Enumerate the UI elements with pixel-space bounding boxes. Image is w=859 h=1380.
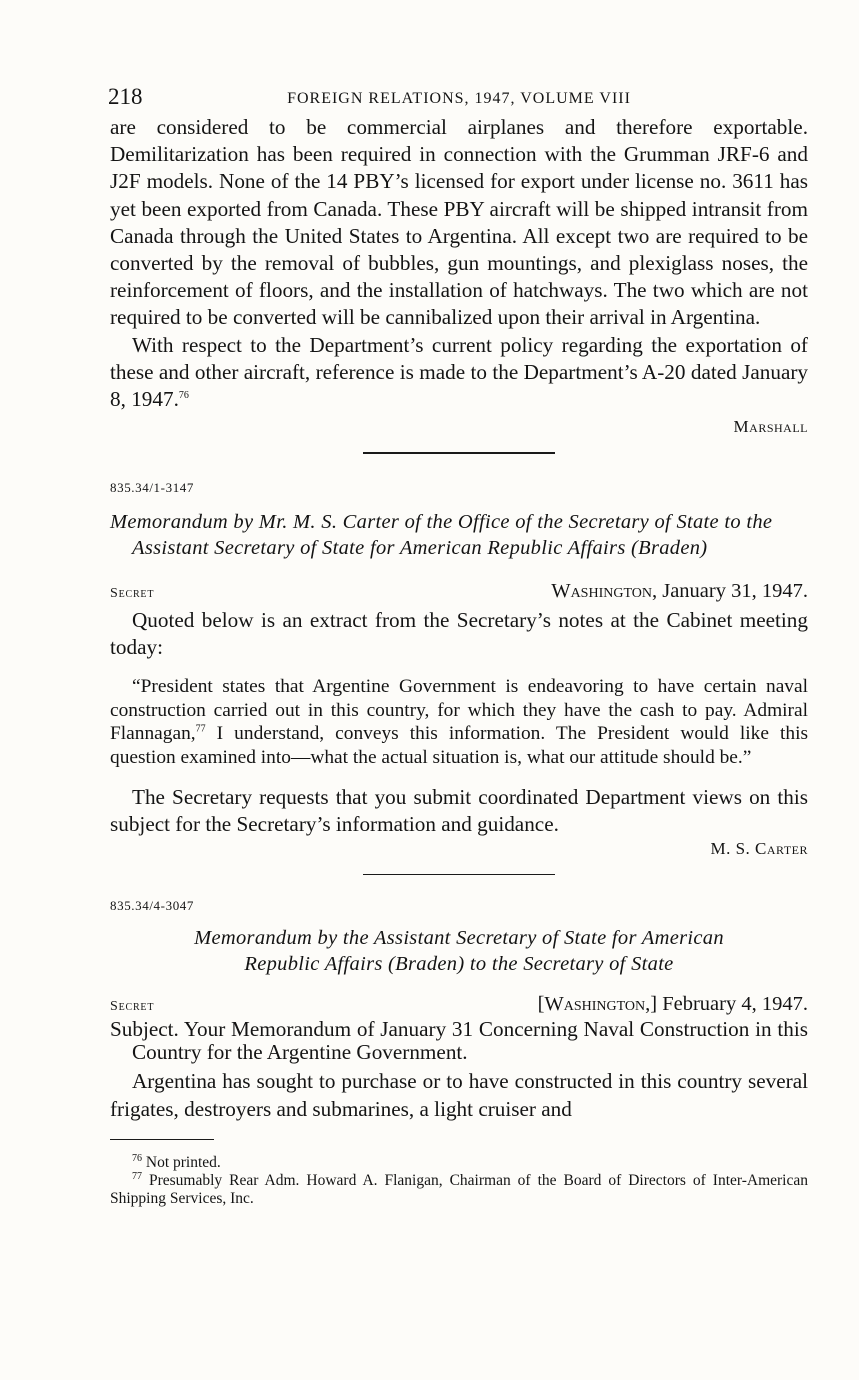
closing-paragraph: The Secretary requests that you submit coordinated Department views on this subject for the Secretary’s information and guidance. [110, 784, 808, 836]
memo-title-line-1: Memorandum by the Assistant Secretary of State for American [194, 927, 724, 950]
continuation-paragraph: are considered to be commercial airplanes and therefore exportable. Demilitarization has been required in connection with the Grumman JRF-6 and J2F models. None of the 14 PBY’s licensed for export under license no. 3611 has yet been exported from Canada. These PBY aircraft will be shipped intransit from Canada through the United States to Argentina. All except two are required to be converted by the removal of bubbles, gun mountings, and plexiglass noses, the reinforcement of floors, and the installation of hatchways. The two which are not required to be converted will be cannibalized upon their arrival in Argentina. [110, 115, 808, 330]
classification: Secret [110, 585, 155, 601]
place-date [551, 580, 808, 603]
place: Washington, [551, 579, 658, 602]
document-carter-memo [110, 480, 808, 860]
memo-title-line-2: Republic Affairs (Braden) to the Secretary of State [244, 953, 674, 976]
date: January 31, 1947. [662, 579, 808, 602]
quote-text-b: I understand, conveys this information. The President would like this question examined into—what the actual situation is, what our attitude should be.” [110, 723, 808, 768]
body-paragraph: Argentina has sought to purchase or to have constructed in this country several frigates, destroyers and submarines, a light cruiser and [110, 1069, 808, 1121]
intro-paragraph: Quoted below is an extract from the Secretary’s notes at the Cabinet meeting today: [110, 607, 808, 659]
footnote-ref-77: 77 [195, 723, 206, 735]
footnotes [110, 1154, 808, 1208]
dateline [110, 580, 808, 603]
policy-paragraph [110, 332, 808, 414]
quote-text-a: “President states that Argentine Government is endeavoring to have certain naval construction carried out in this country, for which they have the cash to pay. Admiral Flannagan, [110, 676, 808, 745]
section-divider [363, 452, 555, 454]
policy-paragraph-text: With respect to the Department’s current policy regarding the exportation of these and other aircraft, reference is made to the Department’s A-20 dated January 8, 1947. [110, 332, 808, 412]
dateline [110, 993, 808, 1016]
document-braden-memo [110, 898, 808, 1122]
cabinet-quote [110, 675, 808, 769]
file-number: 835.34/1-3147 [110, 479, 194, 495]
footnote-ref-76: 76 [178, 389, 189, 401]
running-title: FOREIGN RELATIONS, 1947, VOLUME VIII [287, 90, 631, 107]
footnote-divider [110, 1139, 214, 1141]
file-number: 835.34/4-3047 [110, 898, 194, 914]
footnote-mark: 76 [132, 1153, 142, 1165]
section-divider [363, 874, 555, 876]
document-page [110, 84, 808, 1208]
subject-line: Subject. Your Memorandum of January 31 Concerning Naval Construction in this Country for the Argentine Government. [110, 1017, 808, 1065]
signature-carter: M. S. Carter [710, 838, 808, 858]
memo-title: Memorandum by Mr. M. S. Carter of the Office of the Secretary of State to the Assistant Secretary of State for American Republic Affairs (Braden) [110, 510, 773, 559]
page-number: 218 [108, 84, 143, 109]
footnote-77 [110, 1172, 808, 1208]
place: [Washington,] [537, 993, 658, 1016]
signature-marshall: Marshall [733, 417, 808, 437]
footnote-76 [110, 1154, 808, 1172]
classification: Secret [110, 999, 155, 1015]
footnote-mark: 77 [132, 1171, 142, 1183]
place-date [538, 993, 808, 1016]
page-header [110, 84, 808, 114]
footnote-text: Presumably Rear Adm. Howard A. Flanigan, Chairman of the Board of Directors of Inter-American Shipping Services, Inc. [110, 1172, 808, 1208]
footnote-text: Not printed. [145, 1154, 221, 1172]
document-marshall [110, 114, 808, 438]
date: February 4, 1947. [662, 993, 808, 1016]
